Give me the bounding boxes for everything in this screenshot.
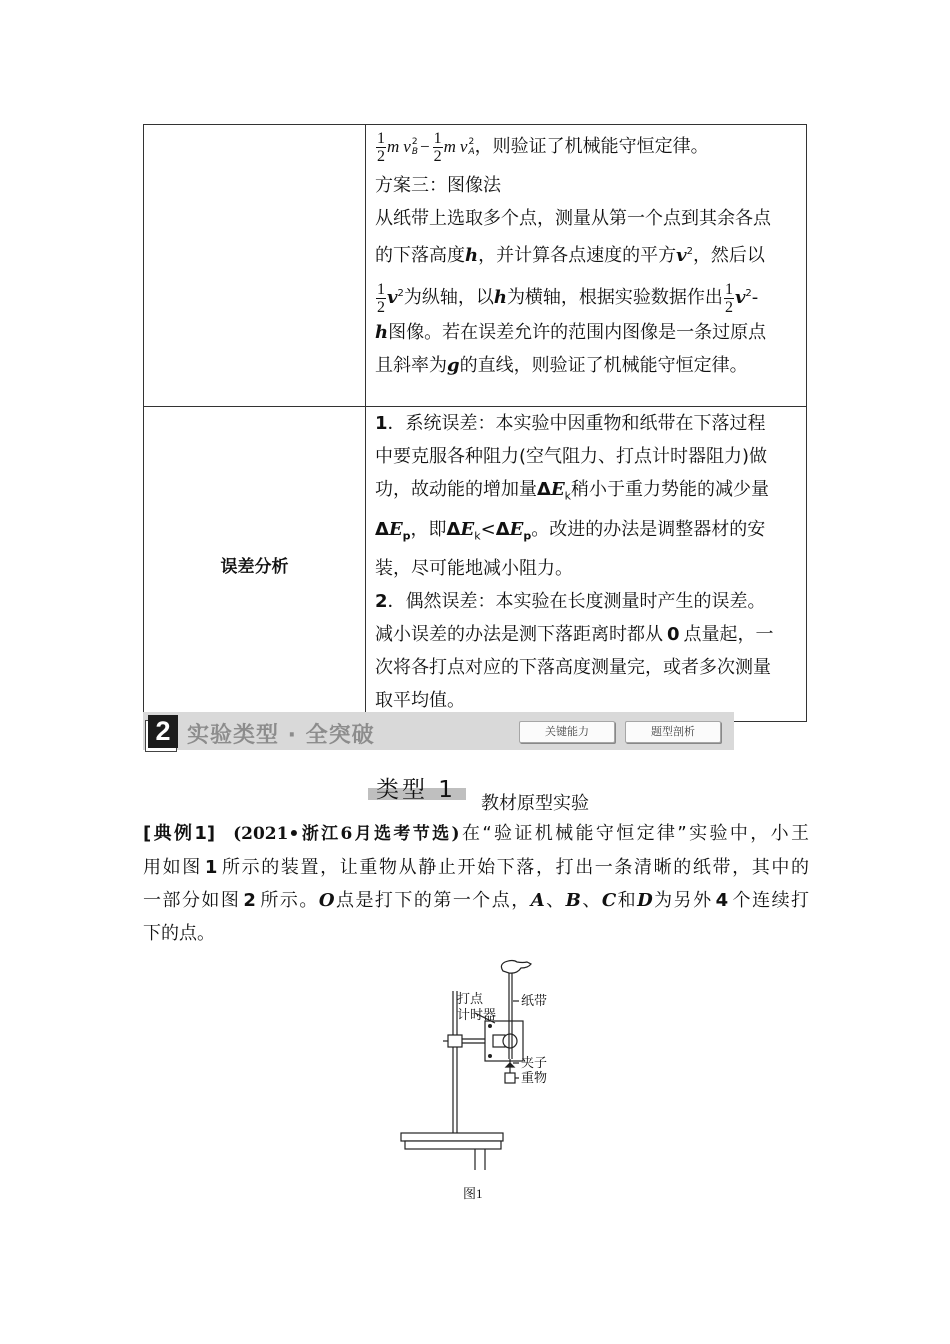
section-title: 实验类型 · 全突破	[187, 723, 375, 748]
energy-equation-line: $\frac{1}{2}$ m v 2 B − $\frac{1}{2}$ m v 2 A ，则验证了机械能守恒定律。	[377, 129, 709, 165]
fraction: $\frac{1}{2}$	[433, 129, 442, 165]
text-line: $\Delta E_p$，即$\Delta E_k<\Delta E_p$。改进的办法是调整器材的安	[375, 518, 766, 543]
text-line: 2．偶然误差：本实验在长度测量时产生的误差。	[375, 591, 766, 613]
question-analysis-tag: 题型剖析	[625, 721, 721, 743]
type-heading	[368, 771, 466, 801]
text-line: $\frac{1}{2}$ $v^2$为纵轴，以h为横轴，根据实验数据作出 $\frac{1}{2}$ $v^2-$	[377, 280, 759, 316]
timer-label: 打点	[457, 991, 484, 1006]
key-ability-tag: 关键能力	[519, 721, 615, 743]
apparatus-figure	[395, 955, 565, 1175]
text-line: 且斜率为g的直线，则验证了机械能守恒定律。	[375, 355, 748, 376]
disk	[503, 1034, 517, 1048]
text-line: 减小误差的办法是测下落距离时都从 0 点量起，一	[375, 624, 774, 646]
weight	[505, 1073, 515, 1083]
text-line: 的下落高度h，并计算各点速度的平方$v^2$，然后以	[375, 245, 765, 266]
text-line: 功，故动能的增加量$\Delta E_k$稍小于重力势能的减少量	[375, 479, 770, 503]
text-line: 次将各打点对应的下落高度测量完，或者多次测量	[375, 657, 771, 679]
clip-label: 夹子	[521, 1055, 548, 1070]
hand	[501, 961, 531, 974]
text-line: 用如图 1 所示的装置，让重物从静止开始下落，打出一条清晰的纸带，其中的	[143, 857, 810, 878]
plan3-title: 方案三：图像法	[375, 175, 501, 196]
table-row	[144, 125, 807, 407]
base-plate	[401, 1133, 503, 1141]
text-line: 1．系统误差：本实验中因重物和纸带在下落过程	[375, 413, 766, 434]
text-line: 取平均值。	[375, 690, 465, 712]
clip	[506, 1063, 514, 1067]
tape-label: 纸带	[521, 993, 548, 1008]
type-heading-label: 类型 1	[376, 777, 456, 803]
table-label-cell	[144, 125, 366, 407]
text-line: 中要克服各种阻力(空气阻力、打点计时器阻力)做	[375, 446, 768, 467]
text-line: h图像。若在误差允许的范围内图像是一条过原点	[375, 322, 767, 343]
text-line: 下的点。	[143, 923, 215, 944]
text-line: [典例1] (2021•浙江6月选考节选)在“验证机械能守恒定律”实验中，小王	[143, 823, 809, 844]
table-content-cell	[366, 407, 807, 722]
experiment-table	[143, 124, 807, 722]
timer-label: 计时器	[457, 1007, 497, 1022]
section-banner	[143, 712, 734, 750]
weight-label: 重物	[521, 1070, 548, 1085]
table-content-cell	[366, 125, 807, 407]
type-subtitle: 教材原型实验	[481, 793, 589, 814]
section-number: 2	[148, 715, 178, 748]
text-line: 装，尽可能地减小阻力。	[375, 558, 573, 580]
figure-caption: 图1	[463, 1186, 483, 1201]
error-analysis-label: 误差分析	[144, 407, 366, 722]
stand-clamp	[448, 1035, 462, 1047]
text-line: 一部分如图 2 所示。O点是打下的第一个点，A、B、C和D为另外 4 个连续打	[143, 890, 810, 911]
table-row	[144, 407, 807, 722]
text-line: 从纸带上选取多个点，测量从第一个点到其余各点	[375, 208, 771, 229]
example-paragraph	[143, 817, 809, 950]
fraction: $\frac{1}{2}$	[377, 129, 385, 165]
